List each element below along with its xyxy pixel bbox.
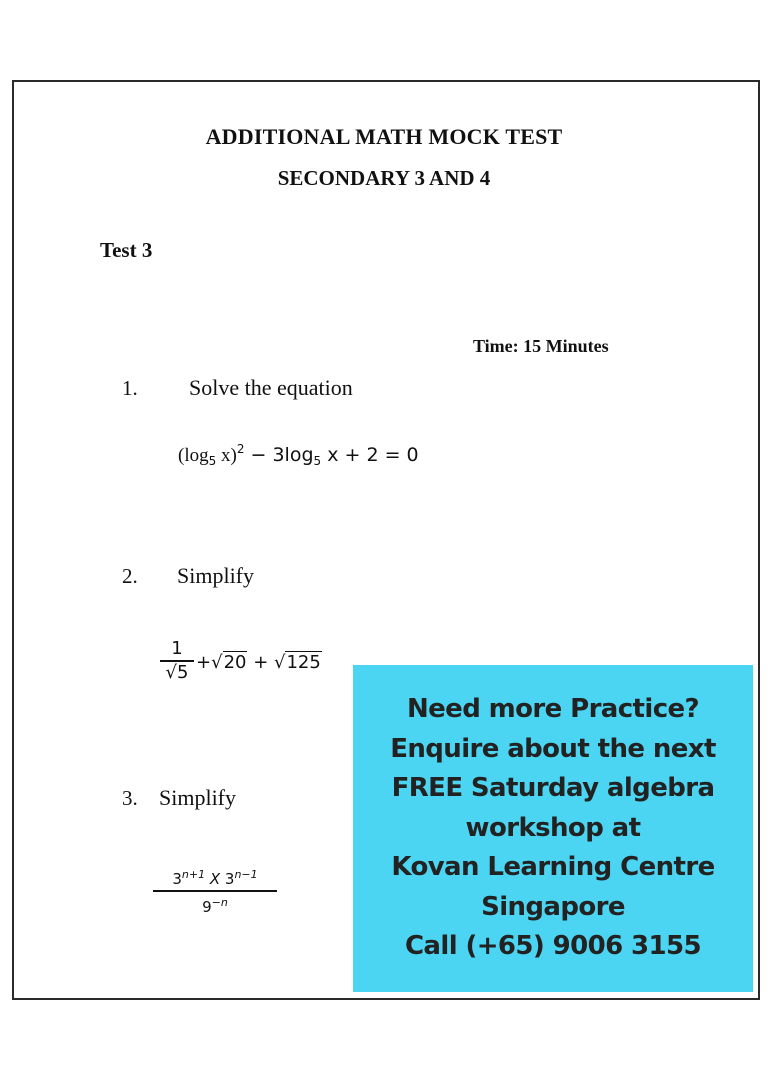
promo-headline: Need more Practice? (406, 694, 700, 725)
question-2-instruction: Simplify (177, 563, 255, 588)
eq-part: x) (216, 445, 237, 466)
radicand-20: 20 (223, 652, 247, 673)
promo-line: Enquire about the next (390, 733, 716, 764)
question-1-instruction: Solve the equation (189, 375, 353, 400)
eq-part: x + 2 = 0 (321, 444, 419, 466)
eq-part: − 3log (244, 444, 314, 466)
question-2-fraction (160, 638, 194, 684)
test-number-label: Test 3 (100, 238, 153, 262)
promo-banner (353, 665, 753, 992)
time-limit: Time: 15 Minutes (473, 336, 609, 356)
promo-centre-name: Kovan Learning Centre (391, 852, 715, 883)
fraction-numerator: $3^{n+1}$ X $3^{n-1}$ (172, 868, 258, 888)
log-base: 5 (208, 454, 217, 468)
fraction-denominator: $9^{-n}$ (202, 895, 228, 916)
question-2-number: 2. (122, 564, 138, 588)
eq-part: (log (178, 445, 209, 466)
promo-phone: Call (+65) 9006 3155 (404, 931, 702, 962)
log-base: 5 (313, 454, 322, 468)
plus-sqrt: +√ (196, 652, 223, 673)
promo-location: Singapore (481, 891, 625, 922)
question-1-number: 1. (122, 376, 138, 400)
question-3-number: 3. (122, 786, 138, 810)
test-title: ADDITIONAL MATH MOCK TEST (205, 124, 563, 149)
question-3-fraction (153, 864, 277, 918)
plus-sqrt: + √ (247, 652, 286, 673)
question-1-equation (178, 442, 419, 468)
promo-line: workshop at (465, 812, 641, 843)
fraction-numerator: 1 (171, 638, 183, 659)
question-3-instruction: Simplify (159, 785, 237, 810)
question-2-radicals (196, 652, 322, 673)
promo-line: FREE Saturday algebra (391, 773, 715, 804)
radicand-125: 125 (286, 652, 321, 673)
test-subtitle: SECONDARY 3 AND 4 (277, 166, 491, 190)
exponent: 2 (236, 442, 245, 456)
fraction-denominator: √5 (165, 661, 189, 683)
